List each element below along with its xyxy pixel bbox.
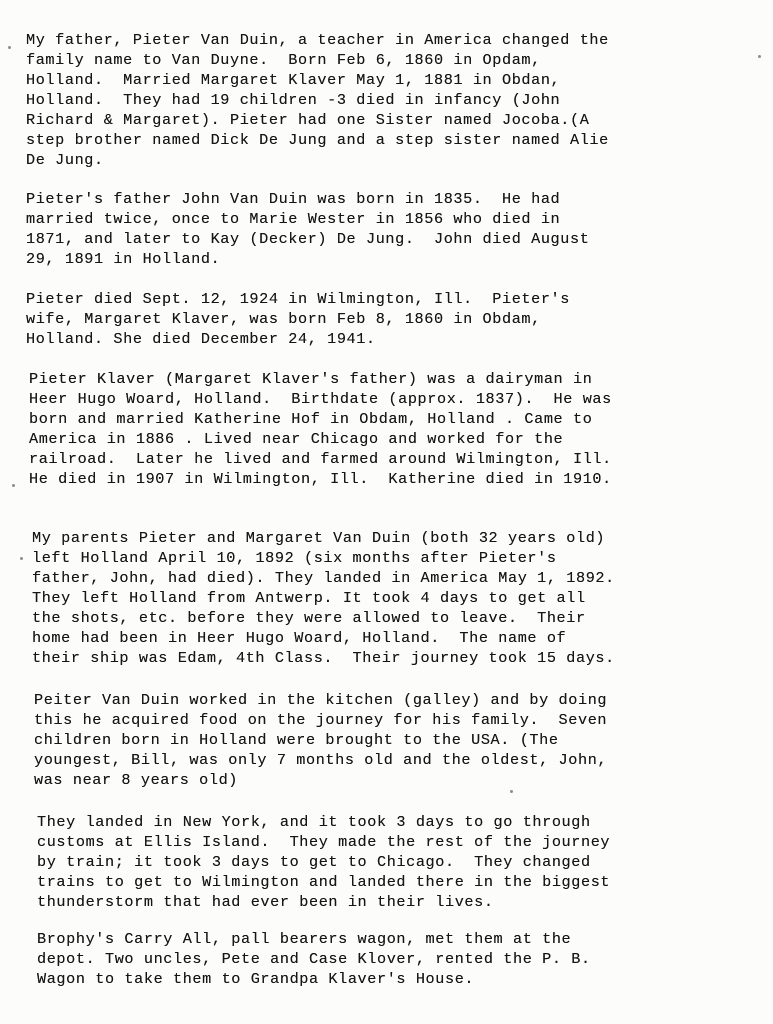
paragraph-grandfather-john: Pieter's father John Van Duin was born in 1835. He had married twice, once to Marie Wester in 1856 who died in 1871, and later to Kay (Decker) De Jung. John died August 29, 1891 in Holland. (26, 190, 590, 268)
paper-speck (20, 557, 23, 560)
paper-speck (758, 55, 761, 58)
paper-speck (510, 790, 513, 793)
paragraph-leaving-holland: My parents Pieter and Margaret Van Duin (both 32 years old) left Holland April 10, 1892 (six months after Pieter's father, John, had died). They landed in America May 1, 1892. They left Holland from Antwerp. It took 4 days to get all the shots, etc. before they were allowed to leave. Their home had been in Heer Hugo Woard, Holland. The name of their ship was Edam, 4th Class. Their journey took 15 days. (32, 529, 615, 667)
paper-speck (12, 484, 15, 487)
paragraph-father-name-change: My father, Pieter Van Duin, a teacher in America changed the family name to Van Duyne. Born Feb 6, 1860 in Opdam, Holland. Married Margaret Klaver May 1, 1881 in Obdan, Holland. They had 19 children -3 died in infancy (John Richard & Margaret). Pieter had one Sister named Jocoba.(A step brother named Dick De Jung and a step sister named Alie De Jung. (26, 31, 609, 169)
paragraph-pieter-death: Pieter died Sept. 12, 1924 in Wilmington, Ill. Pieter's wife, Margaret Klaver, was born Feb 8, 1860 in Obdam, Holland. She died December 24, 1941. (26, 290, 570, 348)
paragraph-pieter-klaver: Pieter Klaver (Margaret Klaver's father) was a dairyman in Heer Hugo Woard, Holland. Birthdate (approx. 1837). He was born and married Katherine Hof in Obdam, Holland . Came to America in 1886 . Lived near Chicago and worked for the railroad. Later he lived and farmed around Wilmington, Ill. He died in 1907 in Wilmington, Ill. Katherine died in 1910. (29, 370, 612, 488)
paragraph-ellis-island: They landed in New York, and it took 3 days to go through customs at Ellis Island. They made the rest of the journey by train; it took 3 days to get to Chicago. They changed trains to get to Wilmington and landed there in the biggest thunderstorm that had ever been in their lives. (37, 813, 611, 911)
paper-speck (8, 46, 11, 49)
paragraph-galley-work: Peiter Van Duin worked in the kitchen (galley) and by doing this he acquired food on the journey for his family. Seven children born in Holland were brought to the USA. (The youngest, Bill, was only 7 months old and the oldest, John, was near 8 years old) (34, 691, 608, 789)
paragraph-brophys-wagon: Brophy's Carry All, pall bearers wagon, met them at the depot. Two uncles, Pete and Case Klover, rented the P. B. Wagon to take them to Grandpa Klaver's House. (37, 930, 591, 988)
